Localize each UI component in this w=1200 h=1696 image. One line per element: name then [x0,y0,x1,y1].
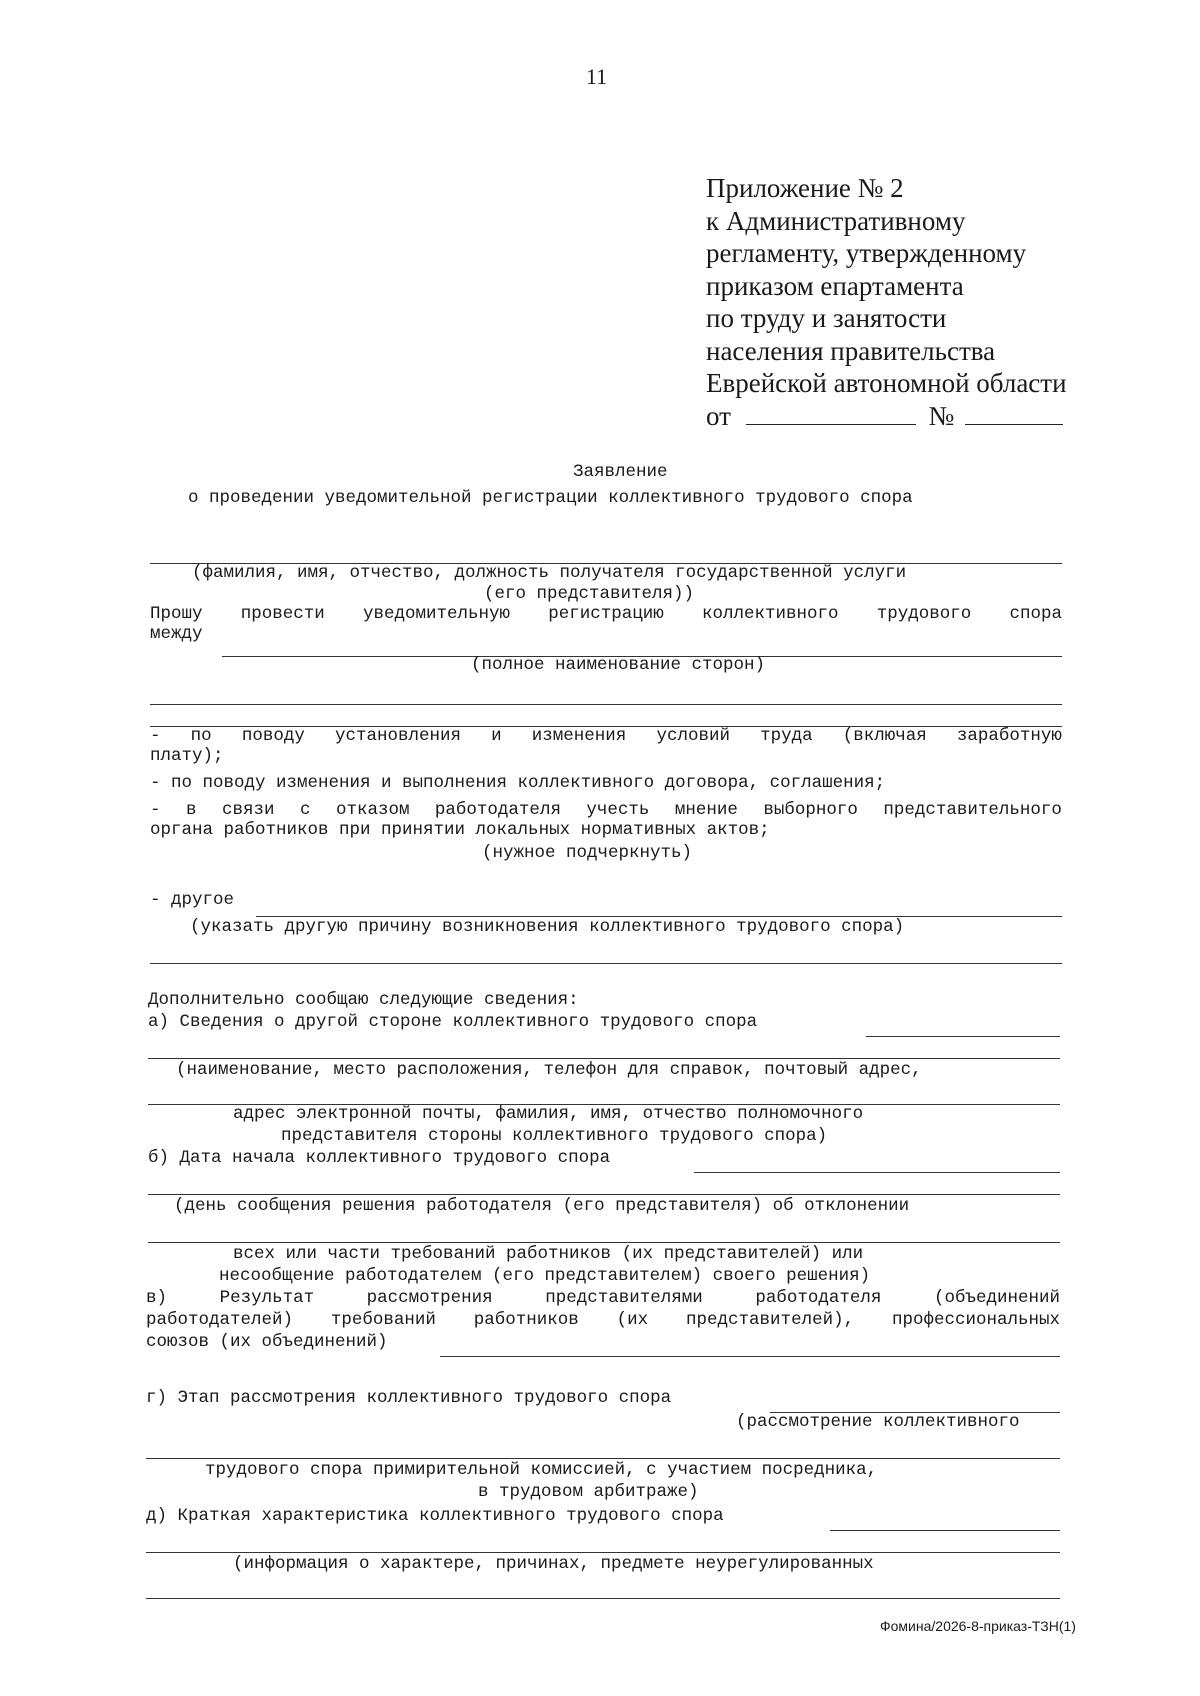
document-title: Заявление [573,462,668,482]
item-v-line [440,1356,1060,1357]
number-blank [965,402,1063,425]
date-blank [746,402,916,425]
item-a: а) Сведения о другой стороне коллективного трудового спора [148,1012,758,1032]
item-b-hint: несообщение работодателем (его представителем) своего решения) [219,1266,871,1286]
appendix-line: населения правительства [706,335,996,366]
appendix-line: к Административному [706,205,966,236]
item-a-hint: (наименование, место расположения, телефон для справок, почтовый адрес, [176,1060,922,1080]
item-g-hint: трудового спора примирительной комиссией, с участием посредника, [205,1460,878,1480]
item-v: работодателей) требований работников (их представителей), профессиональных [146,1310,1060,1330]
reason-1-cont: плату); [150,746,224,766]
appendix-line: по труду и занятости [706,303,947,333]
item-b-line [148,1242,1060,1243]
reason-2: - по поводу изменения и выполнения коллективного договора, соглашения; [150,773,886,793]
item-d-hint: (информация о характере, причинах, предмете неурегулированных [233,1554,874,1574]
request-line: Прошу провести уведомительную регистрацию коллективного трудового спора [150,604,1062,624]
item-g: г) Этап рассмотрения коллективного трудового спора [146,1388,672,1408]
from-label: от [706,400,731,431]
underline-hint: (нужное подчеркнуть) [482,843,693,863]
between-label: между [150,624,203,644]
appendix-date-line [706,400,1067,433]
item-g-hint: (рассмотрение коллективного [736,1412,1020,1432]
item-v-cont: союзов (их объединений) [146,1332,388,1352]
item-v: в) Результат рассмотрения представителями работодателя (объединений [146,1288,1060,1308]
item-a-line [866,1036,1060,1037]
item-b-line [148,1194,1060,1195]
item-b-hint: (день сообщения решения работодателя (его представителя) об отклонении [174,1196,910,1216]
footer-reference: Фомина/2026-8-приказ-ТЗН(1) [880,1618,1076,1634]
item-d-line [146,1598,1060,1599]
appendix-block [706,172,1067,432]
applicant-hint: (его представителя)) [484,584,695,604]
item-a-hint: представителя стороны коллективного трудового спора) [281,1126,828,1146]
page-number: 11 [586,64,608,89]
item-b-hint: всех или части требований работников (их представителей) или [233,1244,864,1264]
appendix-line: Еврейской автономной области [706,368,1067,398]
reason-3: - в связи с отказом работодателя учесть мнение выборного представительного [150,800,1062,820]
appendix-line: приказом епартамента [706,270,964,301]
other-hint: (указать другую причину возникновения коллективного трудового спора) [190,917,905,937]
item-a-line [148,1058,1060,1059]
appendix-line: регламенту, утвержденному [706,238,1027,268]
document-subtitle: о проведении уведомительной регистрации коллективного трудового спора [188,488,913,508]
appendix-line: Приложение № 2 [706,173,904,203]
reason-1: - по поводу установления и изменения условий труда (включая заработную [150,726,1062,746]
parties-line [150,704,1062,705]
number-label: № [928,400,955,431]
item-b-line [694,1172,1060,1173]
other-label: - другое [150,890,235,910]
item-g-line [146,1458,1060,1459]
additional-label: Дополнительно сообщаю следующие сведения: [148,990,579,1010]
item-d-line [146,1552,1060,1553]
other-line [150,963,1062,964]
item-d: д) Краткая характеристика коллективного трудового спора [146,1506,724,1526]
applicant-hint: (фамилия, имя, отчество, должность получателя государственной услуги [192,563,907,583]
parties-hint: (полное наименование сторон) [471,655,766,675]
item-b: б) Дата начала коллективного трудового спора [148,1148,611,1168]
reason-3-cont: органа работников при принятии локальных нормативных актов; [150,820,770,840]
item-g-hint: в трудовом арбитраже) [478,1482,699,1502]
item-a-hint: адрес электронной почты, фамилия, имя, отчество полномочного [233,1104,864,1124]
item-d-line [830,1530,1060,1531]
